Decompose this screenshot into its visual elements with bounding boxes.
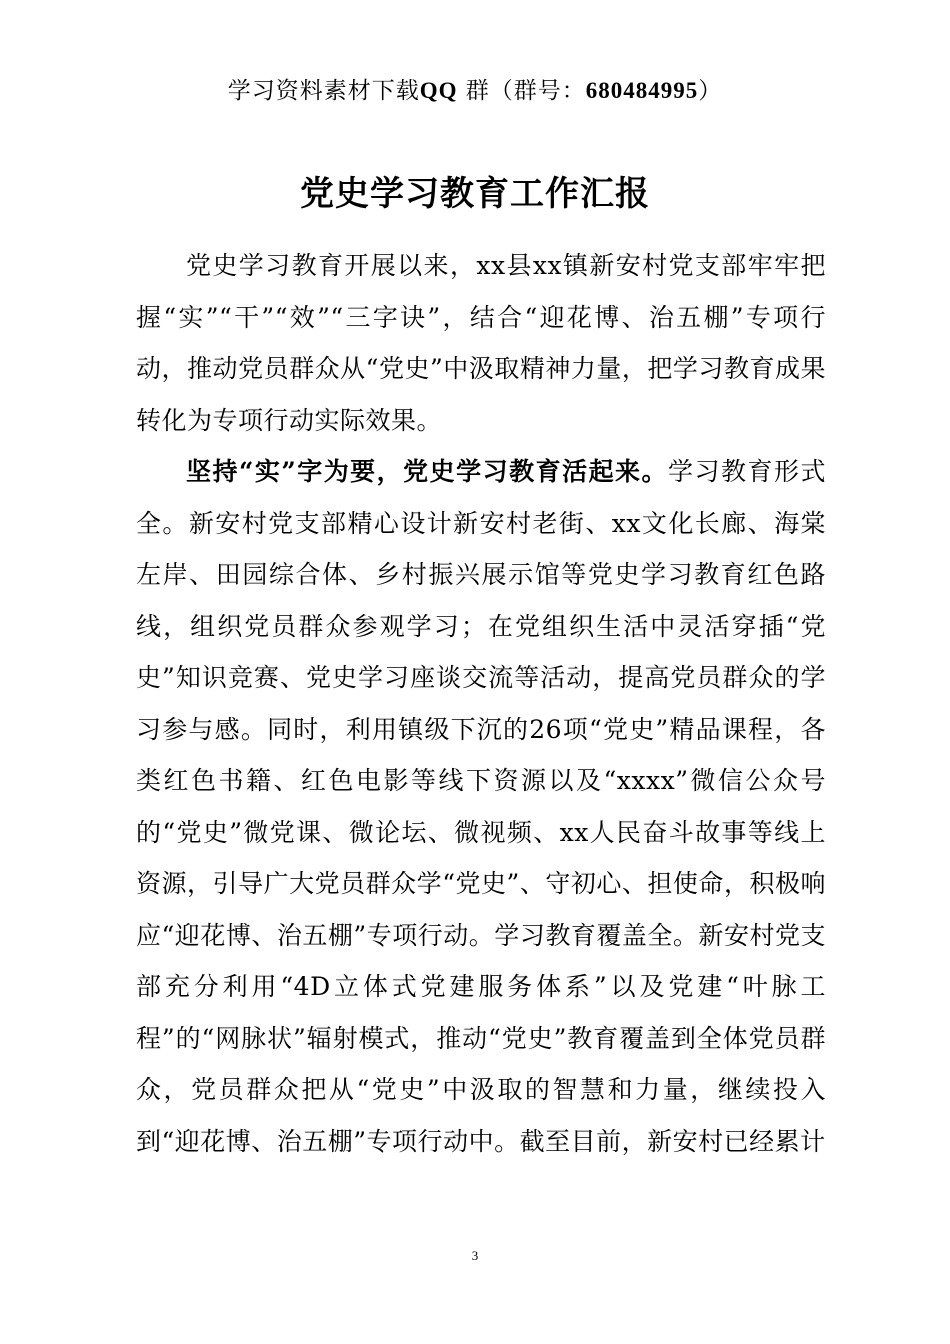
header-suffix: ） bbox=[698, 78, 723, 104]
page-header bbox=[0, 72, 950, 105]
paragraph-section-1 bbox=[136, 446, 826, 1167]
section-1-text: 学习教育形式全。新安村党支部精心设计新安村老街、xx文化长廊、海棠左岸、田园综合体、乡村振兴展示馆等党史学习教育红色路线，组织党员群众参观学习；在党组织生活中灵活穿插“党史”知识竞赛、党史学习座谈交流等活动，提高党员群众的学习参与感。同时，利用镇级下沉的26项“党史”精品课程，各类红色书籍、红色电影等线下资源以及“xxxx”微信公众号的“党史”微党课、微论坛、微视频、xx人民奋斗故事等线上资源，引导广大党员群众学“党史”、守初心、担使命，积极响应“迎花博、治五棚”专项行动。学习教育覆盖全。新安村党支部充分利用“4D立体式党建服务体系”以及党建“叶脉工程”的“网脉状”辐射模式，推动“党史”教育覆盖到全体党员群众，党员群众把从“党史”中汲取的智慧和力量，继续投入到“迎花博、治五棚”专项行动中。截至目前，新安村已经累计 bbox=[136, 457, 826, 1156]
section-1-heading: 坚持“实”字为要，党史学习教育活起来。 bbox=[186, 457, 669, 486]
header-qq: QQ bbox=[419, 78, 458, 103]
paragraph-intro-text: 党史学习教育开展以来，xx县xx镇新安村党支部牢牢把握“实”“干”“效”“三字诀”，结合“迎花博、治五棚”专项行动，推动党员群众从“党史”中汲取精神力量，把学习教育成果转化为专项行动实际效果。 bbox=[136, 251, 826, 435]
document-body bbox=[136, 240, 826, 1167]
paragraph-intro bbox=[136, 240, 826, 446]
header-prefix: 学习资料素材下载 bbox=[227, 78, 420, 104]
header-group-number: 680484995 bbox=[585, 78, 699, 103]
document-title: 党史学习教育工作汇报 bbox=[300, 174, 650, 214]
page-number: 3 bbox=[471, 1248, 479, 1263]
header-middle: 群（群号： bbox=[457, 78, 586, 104]
